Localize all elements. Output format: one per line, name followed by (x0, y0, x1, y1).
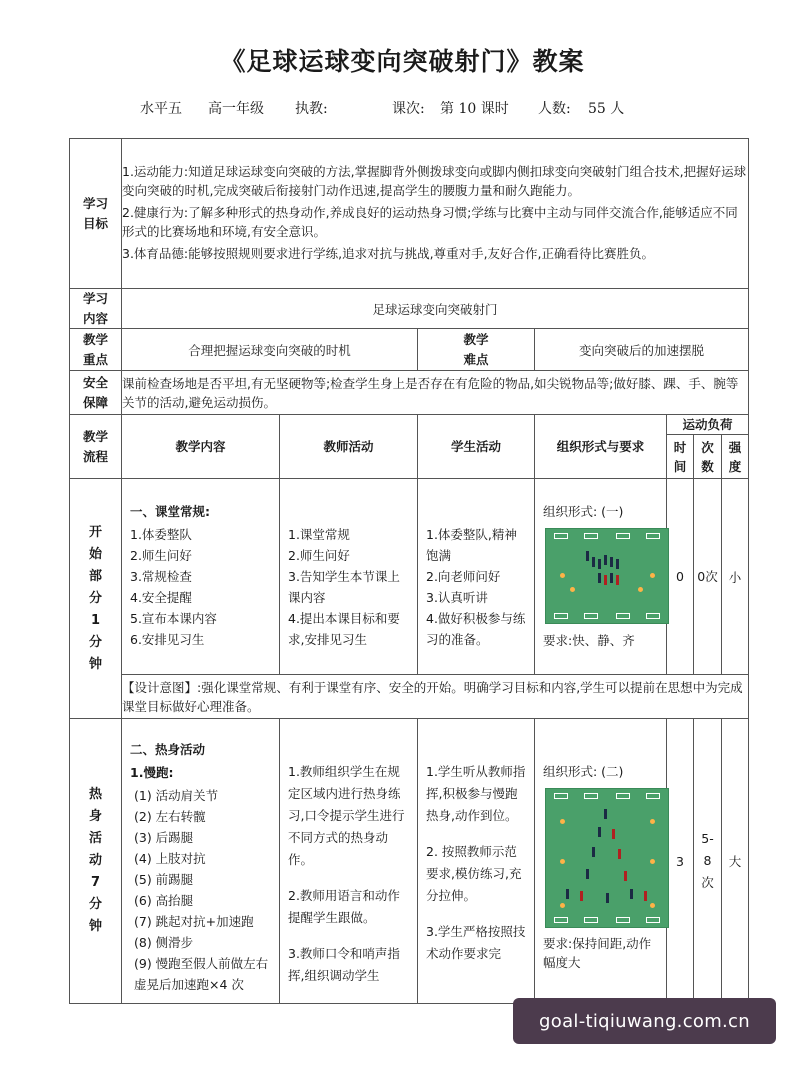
difficulty-value: 变向突破后的加速摆脱 (535, 329, 749, 371)
org-requirement: 要求:保持间距,动作幅度大 (543, 936, 652, 971)
list-item: 2.向老师问好 (426, 569, 501, 585)
part1-intensity: 小 (722, 479, 749, 675)
design-intent: 【设计意图】:强化课堂常规、有利于课堂有序、安全的开始。明确学习目标和内容,学生可以提前在思想中为完成课堂目标做好心理准备。 (122, 675, 749, 719)
intensity-header: 强 度 (722, 435, 749, 479)
safety-value: 课前检查场地是否平坦,有无坚硬物等;检查学生身上是否存在有危险的物品,如尖锐物品等;做好膝、踝、手、腕等关节的活动,避免运动损伤。 (122, 371, 749, 415)
count-label: 人数: (538, 101, 571, 117)
col-teacher-header: 教师活动 (280, 415, 418, 479)
list-item: 3.教师口令和哨声指挥,组织调动学生 (288, 946, 400, 984)
objective-item: 1.运动能力:知道足球运球变向突破的方法,掌握脚背外侧拨球变向或脚内侧扣球变向突破射门组合技术,把握好运球变向突破的时机,完成突破后衔接射门动作迅速,提高学生的腰腹力量和耐久跑能力。 (122, 163, 747, 198)
list-item: (1) 活动肩关节 (134, 788, 219, 804)
list-item: (8) 侧滑步 (134, 935, 194, 951)
list-item: 4.做好积极参与练习的准备。 (426, 611, 526, 648)
content-value: 足球运球变向突破射门 (122, 289, 749, 329)
lesson-label: 课次: (392, 101, 425, 117)
list-item: (7) 跳起对抗+加速跑 (134, 914, 254, 930)
watermark-banner: goal-tiqiuwang.com.cn (513, 998, 776, 1044)
list-item: 2.师生问好 (288, 548, 350, 564)
objective-item: 2.健康行为:了解多种形式的热身动作,养成良好的运动热身习惯;学练与比赛中主动与同伴交流合作,能够适应不同形式的比赛场地和环境,有安全意识。 (122, 204, 738, 239)
list-item: 1.学生听从教师指挥,积极参与慢跑热身,动作到位。 (426, 764, 526, 824)
part2-content (122, 719, 280, 1004)
list-item: 4.提出本课目标和要求,安排见习生 (288, 611, 400, 648)
list-item: 3.告知学生本节课上课内容 (288, 569, 400, 606)
section-heading: 一、课堂常规: (130, 504, 210, 520)
col-org-header: 组织形式与要求 (535, 415, 667, 479)
flow-header-row-1 (70, 415, 749, 435)
design-intent-row (70, 675, 749, 719)
org-title: 组织形式: (二) (543, 764, 624, 780)
objectives-label: 学习 目标 (70, 139, 122, 289)
key-point-value: 合理把握运球变向突破的时机 (122, 329, 418, 371)
col-content-header: 教学内容 (122, 415, 280, 479)
part1-label: 开 始 部 分 1 分 钟 (70, 479, 122, 719)
list-item: 3.学生严格按照技术动作要求完 (426, 924, 526, 962)
list-item: 1.体委整队 (130, 527, 192, 543)
list-item: 3.常规检查 (130, 569, 192, 585)
org-title: 组织形式: (一) (543, 504, 624, 520)
key-point-label: 教学 重点 (70, 329, 122, 371)
teacher-label: 执教: (295, 101, 328, 117)
list-item: 4.安全提醒 (130, 590, 192, 606)
list-item: 1.体委整队,精神饱满 (426, 527, 517, 564)
part1-teacher (280, 479, 418, 675)
list-item: (4) 上肢对抗 (134, 851, 206, 867)
part2-time: 3 (667, 719, 694, 1004)
list-item: 1.课堂常规 (288, 527, 350, 543)
part2-row (70, 719, 749, 1004)
safety-label: 安全 保障 (70, 371, 122, 415)
flow-label: 教学 流程 (70, 415, 122, 479)
load-header: 运动负荷 (667, 415, 749, 435)
col-student-header: 学生活动 (418, 415, 535, 479)
objectives-text (122, 139, 749, 289)
part1-time: 0 (667, 479, 694, 675)
part2-count: 5-8次 (694, 719, 722, 1004)
part1-org (535, 479, 667, 675)
org-requirement: 要求:快、静、齐 (543, 633, 635, 649)
part2-label: 热 身 活 动 7 分 钟 (70, 719, 122, 1004)
lesson-info-bar (140, 98, 760, 118)
list-item: 2. 按照教师示范要求,模仿练习,充分拉伸。 (426, 844, 522, 904)
lesson-plan-table (69, 138, 749, 1004)
list-item: (2) 左右转髋 (134, 809, 206, 825)
section-heading: 二、热身活动 (130, 742, 206, 758)
part1-student (418, 479, 535, 675)
time-header: 时 间 (667, 435, 694, 479)
sub-heading: 1.慢跑: (130, 765, 174, 781)
difficulty-label: 教学 难点 (418, 329, 535, 371)
part1-count: 0次 (694, 479, 722, 675)
part2-student (418, 719, 535, 1004)
lesson-value: 第 10 课时 (440, 101, 509, 117)
grade-text: 高一年级 (208, 101, 264, 117)
list-item: 2.师生问好 (130, 548, 192, 564)
list-item: (6) 高抬腿 (134, 893, 194, 909)
safety-row (70, 371, 749, 415)
part2-intensity: 大 (722, 719, 749, 1004)
count-value: 55 人 (588, 101, 625, 117)
list-item: 1.教师组织学生在规定区域内进行热身练习,口令提示学生进行不同方式的热身动作。 (288, 764, 405, 868)
content-row (70, 289, 749, 329)
content-label: 学习 内容 (70, 289, 122, 329)
list-item: 5.宣布本课内容 (130, 611, 217, 627)
list-item: (9) 慢跑至假人前做左右虚晃后加速跑×4 次 (134, 956, 269, 993)
part2-teacher (280, 719, 418, 1004)
list-item: 2.教师用语言和动作提醒学生跟做。 (288, 888, 400, 926)
part2-org (535, 719, 667, 1004)
list-item: 6.安排见习生 (130, 632, 205, 648)
objectives-row (70, 139, 749, 289)
count-header: 次 数 (694, 435, 722, 479)
objective-item: 3.体育品德:能够按照规则要求进行学练,追求对抗与挑战,尊重对手,友好合作,正确看待比赛胜负。 (122, 245, 655, 261)
formation-diagram-1 (545, 528, 669, 624)
level-text: 水平五 (140, 101, 182, 117)
list-item: 3.认真听讲 (426, 590, 488, 606)
part1-content (122, 479, 280, 675)
page-title: 《足球运球变向突破射门》教案 (220, 47, 585, 76)
formation-diagram-2 (545, 788, 669, 928)
part1-row (70, 479, 749, 675)
list-item: (5) 前踢腿 (134, 872, 194, 888)
list-item: (3) 后踢腿 (134, 830, 194, 846)
key-points-row (70, 329, 749, 371)
